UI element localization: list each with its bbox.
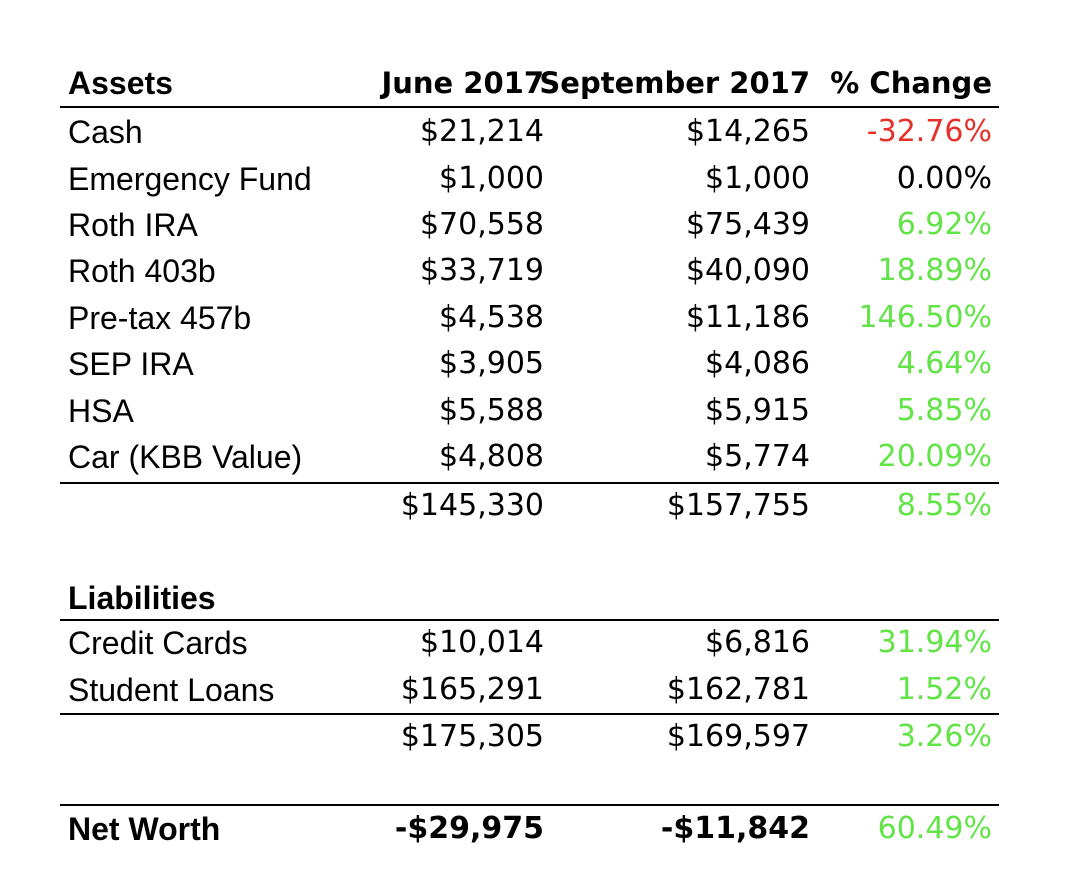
col-september-2017-header: September 2017 — [539, 66, 810, 100]
sept-value: $1,000 — [705, 161, 810, 196]
assets-total-row — [68, 483, 992, 529]
row-label: Car (KBB Value) — [68, 439, 303, 475]
june-value: $165,291 — [400, 672, 544, 707]
col-percent-change-header: % Change — [830, 66, 992, 100]
sept-value: $40,090 — [685, 253, 810, 288]
change-value: 6.92% — [896, 207, 992, 242]
table-row — [68, 388, 992, 434]
june-value: $33,719 — [419, 253, 544, 288]
liabilities-total-row — [68, 714, 992, 760]
col-june-2017-header: June 2017 — [381, 66, 544, 100]
assets-header-row — [68, 60, 992, 106]
change-value: 146.50% — [858, 300, 992, 335]
sept-value: $162,781 — [666, 672, 810, 707]
table-row — [68, 248, 992, 294]
sept-value: $5,774 — [705, 439, 810, 474]
row-label: Credit Cards — [68, 625, 248, 661]
june-value: $5,588 — [439, 393, 544, 428]
table-row — [68, 667, 992, 713]
net-worth-sept: -$11,842 — [660, 811, 810, 846]
sept-value: $5,915 — [705, 393, 810, 428]
june-value: $1,000 — [439, 161, 544, 196]
table-row — [68, 109, 992, 155]
sept-value: $75,439 — [685, 207, 810, 242]
table-row — [68, 295, 992, 341]
row-label: SEP IRA — [68, 346, 194, 382]
table-row — [68, 434, 992, 480]
assets-total-sept: $157,755 — [666, 488, 810, 523]
sept-value: $4,086 — [705, 346, 810, 381]
row-label: Roth 403b — [68, 253, 216, 289]
liabilities-header-row — [68, 575, 992, 621]
sept-value: $6,816 — [705, 625, 810, 660]
row-label: Roth IRA — [68, 207, 198, 243]
june-value: $10,014 — [419, 625, 544, 660]
assets-total-june: $145,330 — [400, 488, 544, 523]
june-value: $4,808 — [439, 439, 544, 474]
table-row — [68, 341, 992, 387]
liabilities-title: Liabilities — [68, 580, 216, 616]
liabilities-total-sept: $169,597 — [666, 719, 810, 754]
liabilities-total-june: $175,305 — [400, 719, 544, 754]
table-row — [68, 156, 992, 202]
sept-value: $11,186 — [685, 300, 810, 335]
change-value: 4.64% — [896, 346, 992, 381]
june-value: $70,558 — [419, 207, 544, 242]
net-worth-row — [68, 806, 992, 852]
row-label: Emergency Fund — [68, 161, 312, 197]
change-value: 20.09% — [877, 439, 992, 474]
net-worth-label: Net Worth — [68, 811, 221, 847]
table-row — [68, 202, 992, 248]
change-value: -32.76% — [866, 114, 992, 149]
june-value: $21,214 — [419, 114, 544, 149]
change-value: 5.85% — [896, 393, 992, 428]
sept-value: $14,265 — [685, 114, 810, 149]
row-label: HSA — [68, 393, 134, 429]
june-value: $3,905 — [439, 346, 544, 381]
june-value: $4,538 — [439, 300, 544, 335]
assets-header-divider — [60, 106, 999, 108]
row-label: Cash — [68, 114, 143, 150]
net-worth-june: -$29,975 — [394, 811, 544, 846]
assets-total-change: 8.55% — [896, 488, 992, 523]
change-value: 31.94% — [877, 625, 992, 660]
row-label: Student Loans — [68, 672, 275, 708]
assets-title: Assets — [68, 65, 173, 101]
row-label: Pre-tax 457b — [68, 300, 252, 336]
liabilities-total-change: 3.26% — [896, 719, 992, 754]
change-value: 1.52% — [896, 672, 992, 707]
change-value: 0.00% — [896, 161, 992, 196]
change-value: 18.89% — [877, 253, 992, 288]
table-row — [68, 620, 992, 666]
net-worth-change: 60.49% — [877, 811, 992, 846]
